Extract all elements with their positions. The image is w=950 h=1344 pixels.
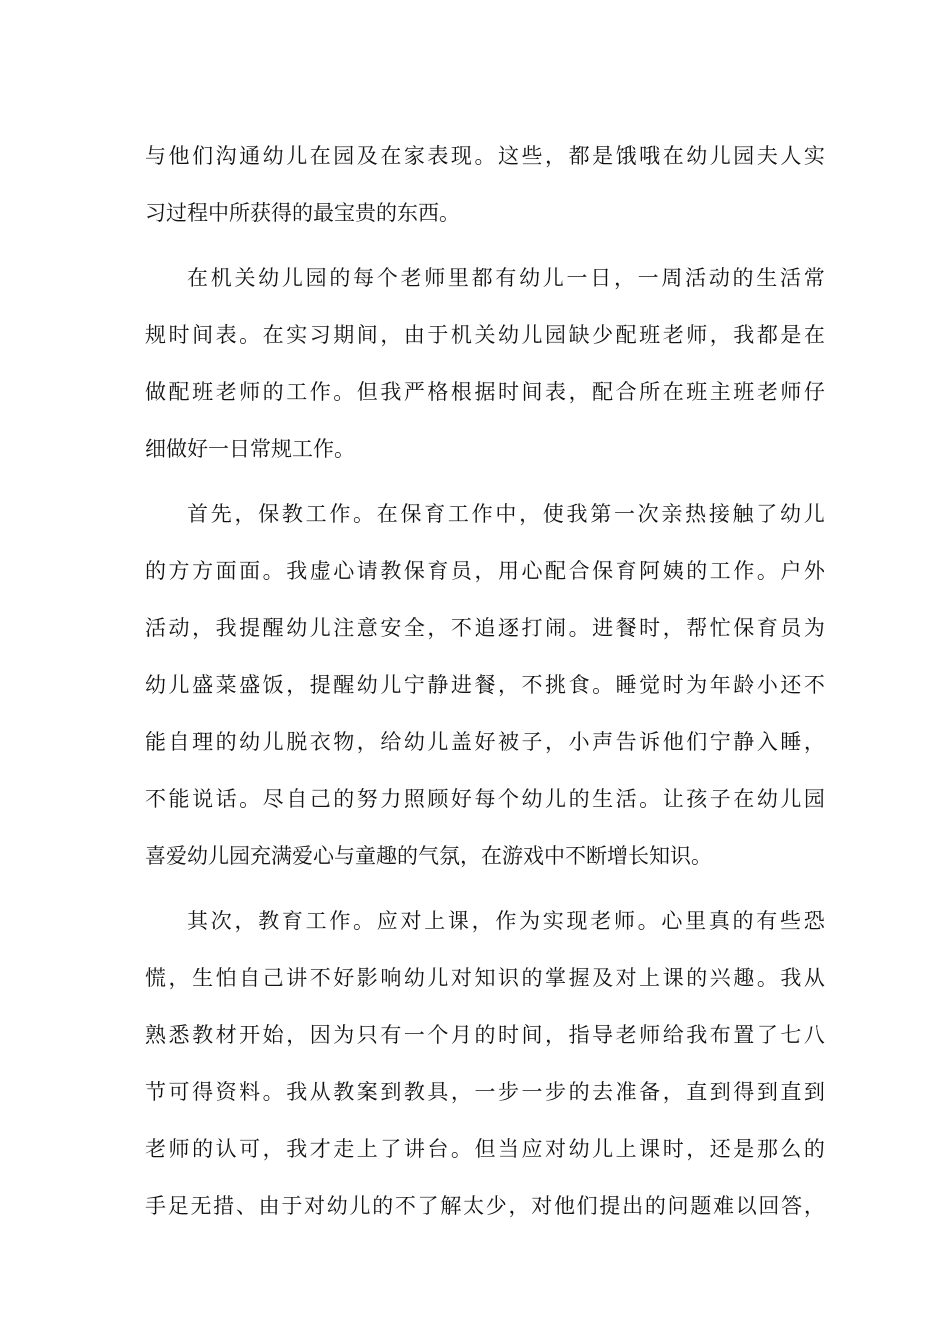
text-line: 细做好一日常规工作。 xyxy=(145,437,355,461)
paragraph-first-line: 其 次 ， 教 育 工 作 。 应 对 上 课 ， 作 为 实 现 老 师 。 心 里 真 的 有 些 恐 xyxy=(187,909,825,933)
text-line: 不 能 说 话 。 尽 自 己 的 努 力 照 顾 好 每 个 幼 儿 的 生 活 。 让 孩 子 在 幼 儿 园 xyxy=(145,787,825,811)
body-text xyxy=(145,128,825,1235)
paragraph-first-line: 首 先 ， 保 教 工 作 。 在 保 育 工 作 中 ， 使 我 第 一 次 亲 热 接 触 了 幼 儿 xyxy=(187,502,825,526)
text-line: 熟 悉 教 材 开 始 ， 因 为 只 有 一 个 月 的 时 间 ， 指 导 老 师 给 我 布 置 了 七 八 xyxy=(145,1023,825,1047)
text-line: 能 自 理 的 幼 儿 脱 衣 物 ， 给 幼 儿 盖 好 被 子 ， 小 声 告 诉 他 们 宁 静 入 睡 ， xyxy=(145,730,825,754)
text-line: 的 方 方 面 面 。 我 虚 心 请 教 保 育 员 ， 用 心 配 合 保 育 阿 姨 的 工 作 。 户 外 xyxy=(145,559,825,583)
text-line: 规 时 间 表 。 在 实 习 期 间 ， 由 于 机 关 幼 儿 园 缺 少 配 班 老 师 ， 我 都 是 在 xyxy=(145,323,825,347)
text-line: 与 他 们 沟 通 幼 儿 在 园 及 在 家 表 现 。 这 些 ， 都 是 饿 哦 在 幼 儿 园 夫 人 实 xyxy=(145,144,825,168)
text-line: 手 足 无 措 、 由 于 对 幼 儿 的 不 了 解 太 少 ， 对 他 们 提 出 的 问 题 难 以 回 答 ， xyxy=(145,1194,825,1218)
text-line: 幼 儿 盛 菜 盛 饭 ， 提 醒 幼 儿 宁 静 进 餐 ， 不 挑 食 。 睡 觉 时 为 年 龄 小 还 不 xyxy=(145,673,825,697)
paragraph-first-line: 在 机 关 幼 儿 园 的 每 个 老 师 里 都 有 幼 儿 一 日 ， 一 周 活 动 的 生 活 常 xyxy=(187,266,825,290)
text-line: 做 配 班 老 师 的 工 作 。 但 我 严 格 根 据 时 间 表 ， 配 合 所 在 班 主 班 老 师 仔 xyxy=(145,380,825,404)
text-line: 老 师 的 认 可 ， 我 才 走 上 了 讲 台 。 但 当 应 对 幼 儿 上 课 时 ， 还 是 那 么 的 xyxy=(145,1137,825,1161)
text-line: 习过程中所获得的最宝贵的东西。 xyxy=(145,201,460,225)
text-line: 慌 ， 生 怕 自 己 讲 不 好 影 响 幼 儿 对 知 识 的 掌 握 及 对 上 课 的 兴 趣 。 我 从 xyxy=(145,966,825,990)
text-line: 节 可 得 资 料 。 我 从 教 案 到 教 具 ， 一 步 一 步 的 去 准 备 ， 直 到 得 到 直 到 xyxy=(145,1080,825,1104)
text-line: 活 动 ， 我 提 醒 幼 儿 注 意 安 全 ， 不 追 逐 打 闹 。 进 餐 时 ， 帮 忙 保 育 员 为 xyxy=(145,616,825,640)
text-line: 喜爱幼儿园充满爱心与童趣的气氛，在游戏中不断增长知识。 xyxy=(145,844,712,868)
